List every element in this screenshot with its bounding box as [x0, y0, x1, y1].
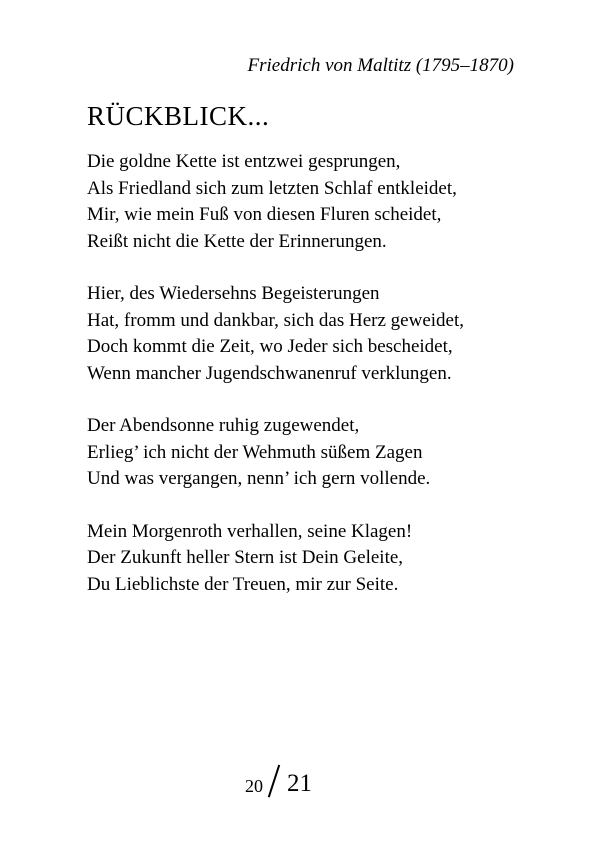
poem-title: RÜCKBLICK... [87, 101, 270, 131]
poem-line: Mir, wie mein Fuß von diesen Fluren scheidet, [87, 204, 442, 225]
poem-line: Der Zukunft heller Stern ist Dein Geleite, [87, 547, 404, 568]
page-separator-slash [268, 765, 280, 798]
poem-line: Wenn mancher Jugendschwanenruf verklungen. [87, 362, 452, 384]
poem-body [87, 149, 464, 624]
poem-line: Der Abendsonne ruhig zugewendet, [87, 415, 360, 436]
poem-line: Du Lieblichste der Treuen, mir zur Seite. [87, 573, 399, 595]
stanza-2 [87, 281, 464, 387]
poem-line: Als Friedland sich zum letzten Schlaf entkleidet, [87, 177, 457, 199]
page-number [245, 762, 325, 802]
poem-author: Friedrich von Maltitz (1795–1870) [247, 55, 514, 76]
poem-line: Erlieg’ ich nicht der Wehmuth süßem Zagen [87, 441, 423, 463]
poem-line: Die goldne Kette ist entzwei gesprungen, [87, 151, 401, 172]
total-page-number: 21 [287, 770, 312, 797]
stanza-1 [87, 149, 464, 255]
poem-line: Doch kommt die Zeit, wo Jeder sich bescheidet, [87, 336, 453, 357]
poem-line: Hier, des Wiedersehns Begeisterungen [87, 283, 380, 304]
poem-line: Reißt nicht die Kette der Erinnerungen. [87, 230, 387, 252]
current-page-number: 20 [245, 776, 263, 796]
poem-line: Und was vergangen, nenn’ ich gern vollende. [87, 468, 431, 489]
stanza-4 [87, 519, 464, 599]
stanza-3 [87, 413, 464, 493]
poem-line: Mein Morgenroth verhallen, seine Klagen! [87, 520, 413, 542]
poem-line: Hat, fromm und dankbar, sich das Herz geweidet, [87, 309, 465, 331]
